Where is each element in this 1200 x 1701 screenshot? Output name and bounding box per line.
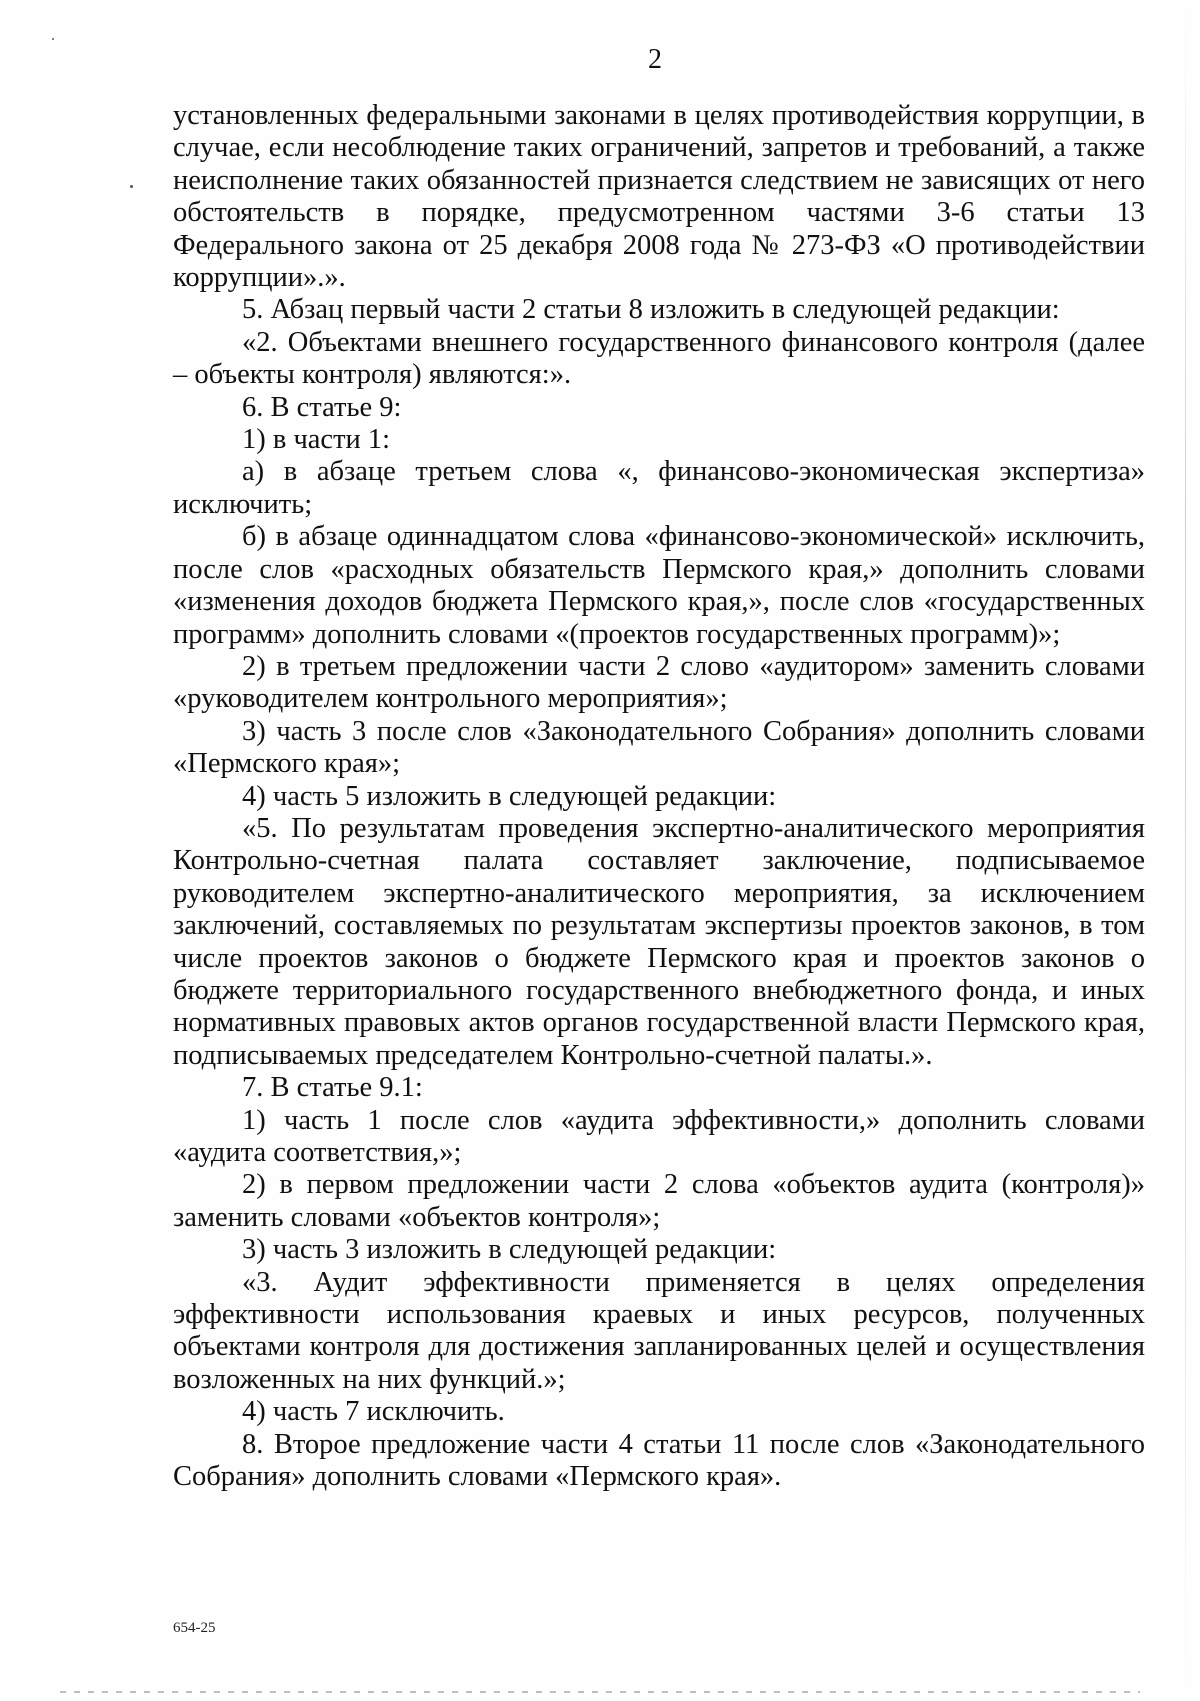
paragraph-quote-part-5: «5. По результатам проведения экспертно-аналитического мероприятия Контрольно-счетная палата составляет заключение, подписываемое руководителем экспертно-аналитического мероприятия, за исключением заключений, составляемых по результатам экспертизы проектов законов, в том числе проектов законов о бюджете Пермского края и проектов законов о бюджете территориального государственного внебюджетного фонда, и иных нормативных правовых актов органов государственной власти Пермского края, подписываемых председателем Контрольно-счетной палаты.». bbox=[173, 812, 1145, 1071]
scan-speck bbox=[52, 38, 54, 40]
paragraph-subitem-a: а) в абзаце третьем слова «, финансово-экономическая экспертиза» исключить; bbox=[173, 456, 1145, 520]
paragraph-subitem-4: 4) часть 5 изложить в следующей редакции: bbox=[242, 780, 777, 812]
page-number: 2 bbox=[648, 44, 662, 75]
paragraph-item-7: 7. В статье 9.1: bbox=[242, 1072, 423, 1104]
scan-speck bbox=[130, 185, 133, 188]
paragraph-quote-part-3: «3. Аудит эффективности применяется в целях определения эффективности использования краевых и иных ресурсов, полученных объектами контроля для достижения запланированных целей и осуществления возложенных на них функций.»; bbox=[173, 1266, 1145, 1395]
paragraph-quote-part-2: «2. Объектами внешнего государственного финансового контроля (далее – объекты контроля) являются:». bbox=[173, 326, 1145, 391]
paragraph-item-5: 5. Абзац первый части 2 статьи 8 изложить в следующей редакции: bbox=[242, 294, 1060, 326]
document-code: 654-25 bbox=[173, 1620, 216, 1636]
paragraph-item-8: 8. Второе предложение части 4 статьи 11 после слов «Законодательного Собрания» дополнить словами «Пермского края». bbox=[173, 1428, 1145, 1493]
paragraph-item-7-sub-2: 2) в первом предложении части 2 слова «объектов аудита (контроля)» заменить словами «объектов контроля»; bbox=[173, 1169, 1145, 1233]
paragraph-continuation: установленных федеральными законами в целях противодействия коррупции, в случае, если несоблюдение таких ограничений, запретов и требований, а также неисполнение таких обязанностей признается следствием не зависящих от него обстоятельств в порядке, предусмотренном частями 3-6 статьи 13 Федерального закона от 25 декабря 2008 года № 273-ФЗ «О противодействии коррупции».». bbox=[173, 100, 1145, 294]
paragraph-item-6: 6. В статье 9: bbox=[242, 391, 402, 423]
document-body bbox=[173, 100, 1145, 1493]
paragraph-item-7-sub-1: 1) часть 1 после слов «аудита эффективности,» дополнить словами «аудита соответствия,»; bbox=[173, 1104, 1145, 1168]
paragraph-item-7-sub-4: 4) часть 7 исключить. bbox=[242, 1396, 505, 1428]
paragraph-subitem-b: б) в абзаце одиннадцатом слова «финансово-экономической» исключить, после слов «расходных обязательств Пермского края,» дополнить словами «изменения доходов бюджета Пермского края,», после слов «государственных программ» дополнить словами «(проектов государственных программ)»; bbox=[173, 521, 1145, 650]
paragraph-subitem-2: 2) в третьем предложении части 2 слово «аудитором» заменить словами «руководителем контрольного мероприятия»; bbox=[173, 650, 1145, 715]
paragraph-item-7-sub-3: 3) часть 3 изложить в следующей редакции: bbox=[242, 1234, 777, 1266]
scan-edge-shadow bbox=[1185, 0, 1186, 1701]
paragraph-subitem-1: 1) в части 1: bbox=[242, 424, 391, 456]
paragraph-subitem-3: 3) часть 3 после слов «Законодательного Собрания» дополнить словами «Пермского края»; bbox=[173, 715, 1145, 780]
scan-bottom-artifact bbox=[60, 1691, 1140, 1693]
